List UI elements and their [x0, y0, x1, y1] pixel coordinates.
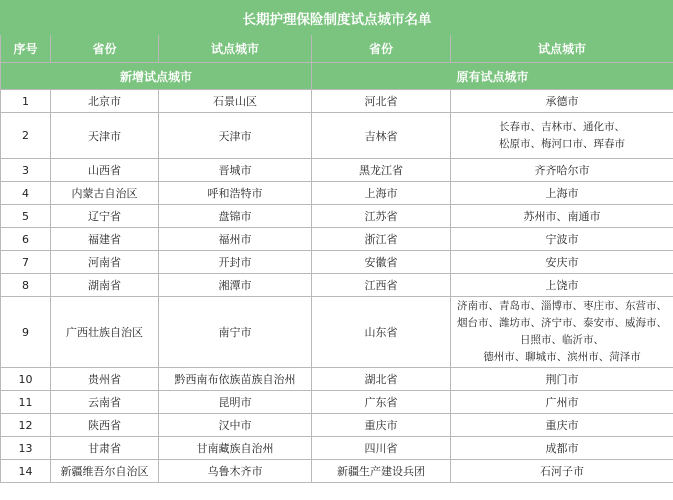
original-cities-cell: [451, 414, 673, 437]
original-cities-cell: [451, 297, 673, 368]
original-cities-cell: [451, 113, 673, 159]
new-city-cell: 乌鲁木齐市: [159, 460, 312, 483]
original-cities-cell: [451, 251, 673, 274]
original-cities-line: 齐齐哈尔市: [534, 164, 590, 177]
original-cities-cell: [451, 274, 673, 297]
header-province-new: 省份: [51, 35, 159, 63]
row-index: 9: [1, 297, 51, 368]
new-city-cell: 晋城市: [159, 159, 312, 182]
table-row: [1, 205, 673, 228]
new-city-cell: 湘潭市: [159, 274, 312, 297]
new-city-cell: 福州市: [159, 228, 312, 251]
header-province-original: 省份: [312, 35, 451, 63]
new-province-cell: 湖南省: [51, 274, 159, 297]
header-index: 序号: [1, 35, 51, 63]
table-row: [1, 460, 673, 483]
new-city-cell: 汉中市: [159, 414, 312, 437]
row-index: 14: [1, 460, 51, 483]
new-province-cell: 新疆维吾尔自治区: [51, 460, 159, 483]
new-province-cell: 内蒙古自治区: [51, 182, 159, 205]
original-cities-line: 重庆市: [545, 419, 579, 432]
new-city-cell: 昆明市: [159, 391, 312, 414]
original-cities-line: 日照市、临沂市、: [520, 334, 604, 346]
original-cities-line: 烟台市、潍坊市、济宁市、泰安市、威海市、: [457, 317, 667, 329]
row-index: 5: [1, 205, 51, 228]
original-province-cell: 黑龙江省: [312, 159, 451, 182]
group-row: [1, 63, 673, 90]
table-title: 长期护理保险制度试点城市名单: [1, 1, 673, 35]
original-cities-cell: [451, 460, 673, 483]
original-cities-line: 成都市: [545, 442, 579, 455]
new-province-cell: 河南省: [51, 251, 159, 274]
row-index: 2: [1, 113, 51, 159]
original-cities-cell: [451, 391, 673, 414]
table-row: [1, 228, 673, 251]
table-row: [1, 297, 673, 368]
new-province-cell: 甘肃省: [51, 437, 159, 460]
original-cities-line: 德州市、聊城市、滨州市、菏泽市: [483, 351, 641, 363]
original-cities-line: 承德市: [545, 95, 579, 108]
original-province-cell: 广东省: [312, 391, 451, 414]
original-cities-line: 松原市、梅河口市、珲春市: [499, 137, 625, 150]
new-province-cell: 辽宁省: [51, 205, 159, 228]
row-index: 13: [1, 437, 51, 460]
new-province-cell: 福建省: [51, 228, 159, 251]
original-province-cell: 浙江省: [312, 228, 451, 251]
new-province-cell: 山西省: [51, 159, 159, 182]
original-cities-cell: [451, 437, 673, 460]
new-city-cell: 呼和浩特市: [159, 182, 312, 205]
original-cities-line: 上海市: [545, 187, 579, 200]
new-city-cell: 黔西南布依族苗族自治州: [159, 368, 312, 391]
new-city-cell: 天津市: [159, 113, 312, 159]
original-province-cell: 重庆市: [312, 414, 451, 437]
new-city-cell: 盘锦市: [159, 205, 312, 228]
new-province-cell: 贵州省: [51, 368, 159, 391]
table-row: [1, 414, 673, 437]
original-cities-line: 上饶市: [545, 279, 579, 292]
original-province-cell: 安徽省: [312, 251, 451, 274]
new-province-cell: 广西壮族自治区: [51, 297, 159, 368]
row-index: 8: [1, 274, 51, 297]
original-province-cell: 上海市: [312, 182, 451, 205]
new-province-cell: 云南省: [51, 391, 159, 414]
table-row: [1, 113, 673, 159]
new-province-cell: 天津市: [51, 113, 159, 159]
table-row: [1, 391, 673, 414]
table-row: [1, 437, 673, 460]
new-province-cell: 北京市: [51, 90, 159, 113]
row-index: 3: [1, 159, 51, 182]
table-row: [1, 182, 673, 205]
original-province-cell: 江西省: [312, 274, 451, 297]
new-city-cell: 南宁市: [159, 297, 312, 368]
original-cities-line: 宁波市: [545, 233, 579, 246]
original-cities-cell: [451, 182, 673, 205]
original-cities-line: 广州市: [545, 396, 579, 409]
original-province-cell: 四川省: [312, 437, 451, 460]
original-cities-cell: [451, 205, 673, 228]
original-cities-line: 苏州市、南通市: [523, 210, 601, 223]
header-row: [1, 35, 673, 63]
group-original-label: 原有试点城市: [312, 63, 673, 90]
new-province-cell: 陕西省: [51, 414, 159, 437]
original-province-cell: 江苏省: [312, 205, 451, 228]
original-cities-line: 济南市、青岛市、淄博市、枣庄市、东营市、: [457, 300, 667, 312]
table-row: [1, 251, 673, 274]
row-index: 7: [1, 251, 51, 274]
table-row: [1, 368, 673, 391]
original-province-cell: 湖北省: [312, 368, 451, 391]
original-cities-line: 荆门市: [545, 373, 579, 386]
table-row: [1, 90, 673, 113]
header-cities-new: 试点城市: [159, 35, 312, 63]
original-cities-cell: [451, 368, 673, 391]
header-cities-original: 试点城市: [451, 35, 673, 63]
original-cities-line: 安庆市: [545, 256, 579, 269]
original-province-cell: 吉林省: [312, 113, 451, 159]
new-city-cell: 石景山区: [159, 90, 312, 113]
new-city-cell: 甘南藏族自治州: [159, 437, 312, 460]
original-cities-line: 石河子市: [540, 465, 584, 478]
original-cities-line: 长春市、吉林市、通化市、: [499, 120, 625, 133]
original-cities-cell: [451, 90, 673, 113]
row-index: 6: [1, 228, 51, 251]
group-new-label: 新增试点城市: [1, 63, 312, 90]
table-row: [1, 159, 673, 182]
row-index: 4: [1, 182, 51, 205]
original-province-cell: 新疆生产建设兵团: [312, 460, 451, 483]
original-province-cell: 山东省: [312, 297, 451, 368]
original-cities-cell: [451, 228, 673, 251]
row-index: 10: [1, 368, 51, 391]
row-index: 1: [1, 90, 51, 113]
new-city-cell: 开封市: [159, 251, 312, 274]
row-index: 12: [1, 414, 51, 437]
table-row: [1, 274, 673, 297]
original-cities-cell: [451, 159, 673, 182]
original-province-cell: 河北省: [312, 90, 451, 113]
row-index: 11: [1, 391, 51, 414]
title-row: [1, 1, 673, 35]
